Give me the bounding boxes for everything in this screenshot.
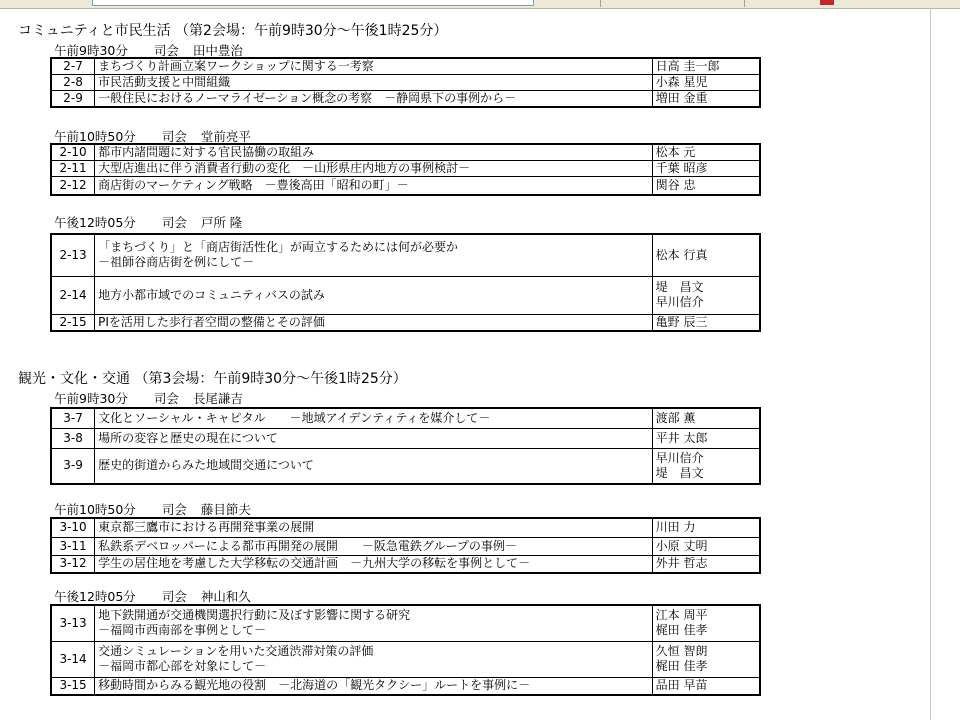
talk-title [95,58,653,75]
session-header [54,587,251,605]
talk-title [95,448,653,484]
chair-name: 神山和久 [200,589,251,604]
talk-title-line: 学生の居住地を考慮した大学移転の交通計画 －九州大学の移転を事例として－ [98,556,531,571]
talk-speakers [652,276,760,314]
speaker-name: 堤 昌文 [655,280,704,294]
talk-title-line: －福岡市都心部を対象にして－ [98,659,267,673]
table-row [51,408,760,428]
speaker-name: 日高 圭一郎 [655,59,720,73]
session-table [50,57,761,108]
toolbar-separator [600,0,601,7]
talk-title [95,641,653,677]
talk-number: 2-11 [51,161,95,177]
table-row [51,428,760,448]
talk-title-line: 大型店進出に伴う消費者行動の変化 －山形県庄内地方の事例検討－ [98,161,471,175]
talk-title [95,276,653,314]
chair-label: 司会 [161,502,187,517]
talk-speakers [652,537,760,555]
talk-title [95,605,653,641]
table-row [51,641,760,677]
talk-title-line: 市民活動支援と中間組織 [98,75,231,89]
chair-name: 長尾謙吉 [192,391,243,406]
talk-number: 2-7 [51,58,95,75]
session-header [54,500,251,518]
table-row [51,91,760,108]
chair-label: 司会 [153,43,179,58]
talk-number: 2-12 [51,177,95,195]
talk-title-line: 都市内諸問題に対する官民協働の取組み [98,145,315,159]
talk-title-line: 私鉄系デベロッパーによる都市再開発の展開 －阪急電鉄グループの事例－ [98,538,517,553]
table-row [51,314,760,331]
speaker-name: 松本 元 [655,145,696,159]
talk-number: 3-12 [51,555,95,573]
talk-title [95,161,653,177]
speaker-name: 江本 周平 [655,608,708,623]
chair-label: 司会 [153,391,179,406]
speaker-name: 久恒 智朗 [655,644,708,658]
session-header [54,213,242,231]
talk-title-line: 「まちづくり」と「商店街活性化」が両立するためには何が必要か [98,240,458,255]
table-row [51,276,760,314]
talk-speakers [652,408,760,428]
session-table [50,604,761,696]
session-table [50,407,761,485]
talk-title-line: 場所の変容と歴史の現在について [98,430,278,445]
talk-title-line: 文化とソーシャル・キャピタル －地域アイデンティティを媒介して－ [98,410,491,425]
talk-speakers [652,161,760,177]
talk-number: 3-9 [51,448,95,484]
table-row [51,234,760,276]
speaker-name: 平井 太郎 [655,430,708,445]
talk-number: 3-8 [51,428,95,448]
session-time: 午前9時30分 [54,43,128,58]
talk-speakers [652,58,760,75]
speaker-name: 小原 丈明 [655,538,708,553]
talk-number: 3-15 [51,677,95,695]
table-row [51,605,760,641]
talk-title [95,428,653,448]
chair-name: 藤目節夫 [200,502,251,517]
chair-label: 司会 [161,129,187,144]
close-icon[interactable] [820,0,834,5]
talk-speakers [652,605,760,641]
chair-label: 司会 [161,215,187,230]
talk-speakers [652,314,760,331]
session-time: 午前9時30分 [54,391,128,406]
talk-number: 3-14 [51,641,95,677]
table-row [51,58,760,75]
speaker-name: 亀野 辰三 [655,314,708,329]
talk-title-line: 商店街のマーケティング戦略 －豊後高田「昭和の町」－ [98,177,409,192]
chair-name: 堂前亮平 [200,129,251,144]
talk-speakers [652,641,760,677]
speaker-name: 小森 星児 [655,75,708,89]
talk-number: 2-15 [51,314,95,331]
talk-title-line: 一般住民におけるノーマライゼーション概念の考察 －静岡県下の事例から－ [98,91,517,105]
talk-title [95,537,653,555]
talk-title [95,75,653,91]
talk-speakers [652,144,760,161]
speaker-name: 川田 力 [655,520,696,535]
talk-speakers [652,177,760,195]
session-table [50,517,761,574]
talk-speakers [652,448,760,484]
speaker-name: 梶田 佳孝 [655,623,708,638]
session-time: 午前10時50分 [54,129,136,144]
talk-title [95,177,653,195]
talk-title-line: －祖師谷商店街を例にして－ [98,255,255,270]
talk-title [95,555,653,573]
table-row [51,144,760,161]
speaker-name: 早川信介 [655,450,704,465]
talk-number: 2-9 [51,91,95,108]
talk-number: 2-10 [51,144,95,161]
session-table [50,143,761,196]
browser-toolbar-strip [0,0,960,9]
talk-title [95,91,653,108]
session-table [50,233,761,332]
talk-title-line: まちづくり計画立案ワークショップに関する一考察 [98,59,374,73]
speaker-name: 千葉 昭彦 [655,161,708,175]
section-title: コミュニティと市民生活 （第2会場：午前9時30分～午後1時25分） [18,23,448,39]
talk-title-line: 交通シミュレーションを用いた交通渋滞対策の評価 [98,644,374,658]
table-row [51,177,760,195]
table-row [51,537,760,555]
talk-speakers [652,428,760,448]
talk-number: 3-10 [51,518,95,537]
talk-title [95,314,653,331]
speaker-name: 早川信介 [655,295,704,309]
table-row [51,555,760,573]
speaker-name: 外井 哲志 [655,556,708,571]
session-header [54,389,243,407]
talk-speakers [652,75,760,91]
session-time: 午前10時50分 [54,502,136,517]
talk-title-line: PIを活用した歩行者空間の整備とその評価 [98,314,325,329]
chair-name: 戸所 隆 [200,215,243,230]
speaker-name: 関谷 忠 [655,177,696,192]
talk-title [95,408,653,428]
speaker-name: 品田 早苗 [655,678,708,693]
table-row [51,518,760,537]
speaker-name: 増田 金重 [655,91,708,105]
talk-title-line: －福岡市西南部を事例として－ [98,623,267,638]
talk-speakers [652,234,760,276]
speaker-name: 渡部 薫 [655,410,696,425]
talk-title-line: 地下鉄開通が交通機関選択行動に及ぼす影響に関する研究 [98,608,411,623]
chair-name: 田中豊治 [192,43,243,58]
talk-speakers [652,518,760,537]
talk-title [95,144,653,161]
talk-number: 3-13 [51,605,95,641]
address-bar[interactable] [92,0,534,6]
talk-speakers [652,677,760,695]
talk-title-line: 地方小都市域でのコミュニティバスの試み [98,287,325,302]
session-time: 午後12時05分 [54,589,136,604]
table-row [51,448,760,484]
talk-speakers [652,91,760,108]
speaker-name: 梶田 佳孝 [655,659,708,673]
section-title: 観光・文化・交通 （第3会場：午前9時30分～午後1時25分） [18,371,407,387]
speaker-name: 堤 昌文 [655,465,704,480]
talk-speakers [652,555,760,573]
talk-title [95,677,653,695]
table-row [51,75,760,91]
talk-title [95,234,653,276]
talk-number: 2-13 [51,234,95,276]
toolbar-separator [744,0,745,7]
talk-title-line: 東京都三鷹市における再開発事業の展開 [98,520,315,535]
talk-number: 2-8 [51,75,95,91]
talk-number: 3-7 [51,408,95,428]
table-row [51,677,760,695]
talk-number: 2-14 [51,276,95,314]
talk-title-line: 歴史的街道からみた地域間交通について [98,458,314,473]
talk-number: 3-11 [51,537,95,555]
chair-label: 司会 [161,589,187,604]
talk-title-line: 移動時間からみる観光地の役割 －北海道の「観光タクシー」ルートを事例に－ [98,678,531,693]
session-time: 午後12時05分 [54,215,136,230]
talk-title [95,518,653,537]
speaker-name: 松本 行真 [655,247,708,262]
page-edge-line [930,8,931,720]
table-row [51,161,760,177]
